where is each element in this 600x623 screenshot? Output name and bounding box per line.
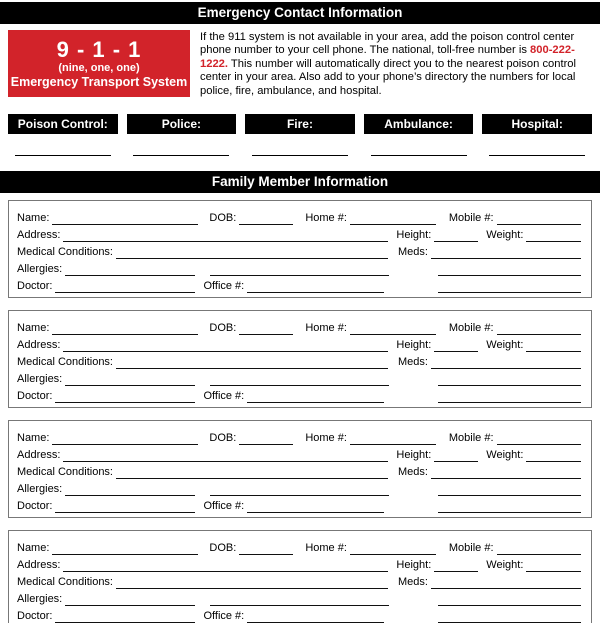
family-member-header [0,171,600,193]
meds-label: Meds: [398,356,428,369]
poison-control-phone-number: 800-222-1222. [200,44,575,70]
family-member-block [8,420,592,518]
home-phone-field-line[interactable] [350,542,436,555]
address-field-line[interactable] [63,559,388,572]
doctor-label: Doctor: [17,610,53,623]
medical-conditions-field-line[interactable] [116,576,388,589]
name-field-line[interactable] [52,542,198,555]
name-field-line[interactable] [52,432,198,445]
family-member-title: Family Member Information [211,174,389,190]
height-field-line[interactable] [434,229,478,242]
medical-conditions-label: Medical Conditions: [17,246,113,259]
home-phone-label: Home #: [305,542,347,555]
weight-field-line[interactable] [526,559,581,572]
office-phone-field-line[interactable] [247,280,384,293]
office-phone-field-line[interactable] [247,500,384,513]
meds-extra-line-1[interactable] [438,483,581,496]
weight-field-line[interactable] [526,229,581,242]
ambulance-fill-line[interactable] [371,155,467,156]
office-phone-label: Office #: [203,610,245,623]
member-row-name [17,318,581,335]
address-field-line[interactable] [63,449,388,462]
home-phone-label: Home #: [305,212,347,225]
mobile-phone-field-line[interactable] [497,322,581,335]
name-field-line[interactable] [52,322,198,335]
doctor-field-line[interactable] [55,280,195,293]
member-row-name [17,208,581,225]
meds-extra-line-2[interactable] [438,500,581,513]
office-phone-label: Office #: [203,280,245,293]
member-row-address [17,555,581,572]
meds-extra-line-1[interactable] [438,263,581,276]
address-field-line[interactable] [63,229,388,242]
height-field-line[interactable] [434,339,478,352]
police-fill-cell [127,155,237,156]
intro-section [8,30,592,98]
family-member-list [0,200,600,623]
info-text-before: If the 911 system is not available in your area, add the poison control center phone number to your cell phone. The national, toll-free number is [200,31,575,57]
meds-extra-line-1[interactable] [438,373,581,386]
hospital-fill-line[interactable] [489,155,585,156]
member-row-allergies [17,479,581,496]
weight-field-line[interactable] [526,449,581,462]
height-field-line[interactable] [434,449,478,462]
name-label: Name: [17,212,50,225]
office-phone-field-line[interactable] [247,390,384,403]
medical-conditions-field-line[interactable] [116,246,388,259]
address-label: Address: [17,559,61,572]
office-phone-label: Office #: [203,500,245,513]
ambulance-fill-cell [364,155,474,156]
mobile-phone-label: Mobile #: [448,542,494,555]
meds-extra-line-2[interactable] [438,280,581,293]
hospital-fill-cell [482,155,592,156]
emergency-contact-header [0,2,600,24]
contact-label-ambulance: Ambulance: [364,114,474,134]
weight-label: Weight: [486,449,524,462]
height-field-line[interactable] [434,559,478,572]
mobile-phone-label: Mobile #: [448,212,494,225]
member-row-doctor [17,496,581,513]
contact-label-police: Police: [127,114,237,134]
member-row-doctor [17,606,581,623]
address-label: Address: [17,229,61,242]
member-row-name [17,538,581,555]
member-row-allergies [17,259,581,276]
emergency-contacts-fill-row [8,134,592,156]
poison-control-info-text [200,30,592,98]
member-row-medical [17,572,581,589]
name-field-line[interactable] [52,212,198,225]
home-phone-field-line[interactable] [350,432,436,445]
call-911-pronunciation: (nine, one, one) [58,61,140,74]
meds-extra-line-1[interactable] [438,593,581,606]
member-row-medical [17,352,581,369]
medical-conditions-label: Medical Conditions: [17,356,113,369]
doctor-label: Doctor: [17,390,53,403]
dob-field-line[interactable] [239,542,293,555]
meds-field-line[interactable] [431,356,581,369]
address-field-line[interactable] [63,339,388,352]
medical-conditions-label: Medical Conditions: [17,576,113,589]
height-label: Height: [396,229,432,242]
emergency-contacts-row [8,114,592,134]
meds-field-line[interactable] [431,466,581,479]
name-label: Name: [17,542,50,555]
medical-conditions-field-line[interactable] [116,356,388,369]
mobile-phone-field-line[interactable] [497,432,581,445]
home-phone-label: Home #: [305,322,347,335]
height-label: Height: [396,559,432,572]
medical-conditions-field-line[interactable] [116,466,388,479]
allergies-extra-line[interactable] [210,263,389,276]
member-row-allergies [17,369,581,386]
family-member-block [8,200,592,298]
emergency-contact-title: Emergency Contact Information [197,5,403,20]
allergies-extra-line[interactable] [210,373,389,386]
home-phone-field-line[interactable] [350,322,436,335]
call-911-callout [8,30,190,97]
meds-extra-line-2[interactable] [438,610,581,623]
allergies-field-line[interactable] [65,483,195,496]
mobile-phone-field-line[interactable] [497,542,581,555]
height-label: Height: [396,449,432,462]
height-label: Height: [396,339,432,352]
doctor-field-line[interactable] [55,610,195,623]
family-member-block [8,530,592,623]
doctor-field-line[interactable] [55,390,195,403]
member-row-doctor [17,386,581,403]
fire-fill-cell [245,155,355,156]
info-text-after: This number will automatically direct you to the nearest poison control center in your area. Also add to your phone’s directory the numbers for local police, fire, ambulance, and hospital. [200,57,577,97]
name-label: Name: [17,322,50,335]
member-row-address [17,445,581,462]
home-phone-label: Home #: [305,432,347,445]
dob-label: DOB: [209,542,237,555]
medical-conditions-label: Medical Conditions: [17,466,113,479]
allergies-extra-line[interactable] [210,593,389,606]
call-911-system-label: Emergency Transport System [10,74,188,89]
contact-label-poison-control: Poison Control: [8,114,118,134]
allergies-field-line[interactable] [65,593,195,606]
member-row-allergies [17,589,581,606]
dob-field-line[interactable] [239,432,293,445]
meds-field-line[interactable] [431,576,581,589]
member-row-medical [17,242,581,259]
allergies-extra-line[interactable] [210,483,389,496]
mobile-phone-label: Mobile #: [448,432,494,445]
allergies-field-line[interactable] [65,263,195,276]
member-row-name [17,428,581,445]
weight-label: Weight: [486,229,524,242]
doctor-label: Doctor: [17,280,53,293]
meds-extra-line-2[interactable] [438,390,581,403]
weight-field-line[interactable] [526,339,581,352]
member-row-address [17,335,581,352]
dob-field-line[interactable] [239,322,293,335]
home-phone-field-line[interactable] [350,212,436,225]
dob-label: DOB: [209,322,237,335]
poison-control-fill-line[interactable] [15,155,111,156]
contact-label-fire: Fire: [245,114,355,134]
name-label: Name: [17,432,50,445]
allergies-field-line[interactable] [65,373,195,386]
fire-fill-line[interactable] [252,155,348,156]
member-row-address [17,225,581,242]
weight-label: Weight: [486,559,524,572]
contact-label-hospital: Hospital: [482,114,592,134]
allergies-label: Allergies: [17,483,63,496]
dob-field-line[interactable] [239,212,293,225]
address-label: Address: [17,449,61,462]
meds-field-line[interactable] [431,246,581,259]
dob-label: DOB: [209,432,237,445]
call-911-number: 9 - 1 - 1 [56,36,142,62]
mobile-phone-label: Mobile #: [448,322,494,335]
office-phone-label: Office #: [203,390,245,403]
meds-label: Meds: [398,466,428,479]
member-row-doctor [17,276,581,293]
meds-label: Meds: [398,576,428,589]
poison-control-fill-cell [8,155,118,156]
meds-label: Meds: [398,246,428,259]
police-fill-line[interactable] [133,155,229,156]
weight-label: Weight: [486,339,524,352]
allergies-label: Allergies: [17,373,63,386]
dob-label: DOB: [209,212,237,225]
address-label: Address: [17,339,61,352]
doctor-field-line[interactable] [55,500,195,513]
office-phone-field-line[interactable] [247,610,384,623]
mobile-phone-field-line[interactable] [497,212,581,225]
allergies-label: Allergies: [17,593,63,606]
allergies-label: Allergies: [17,263,63,276]
doctor-label: Doctor: [17,500,53,513]
member-row-medical [17,462,581,479]
family-member-block [8,310,592,408]
